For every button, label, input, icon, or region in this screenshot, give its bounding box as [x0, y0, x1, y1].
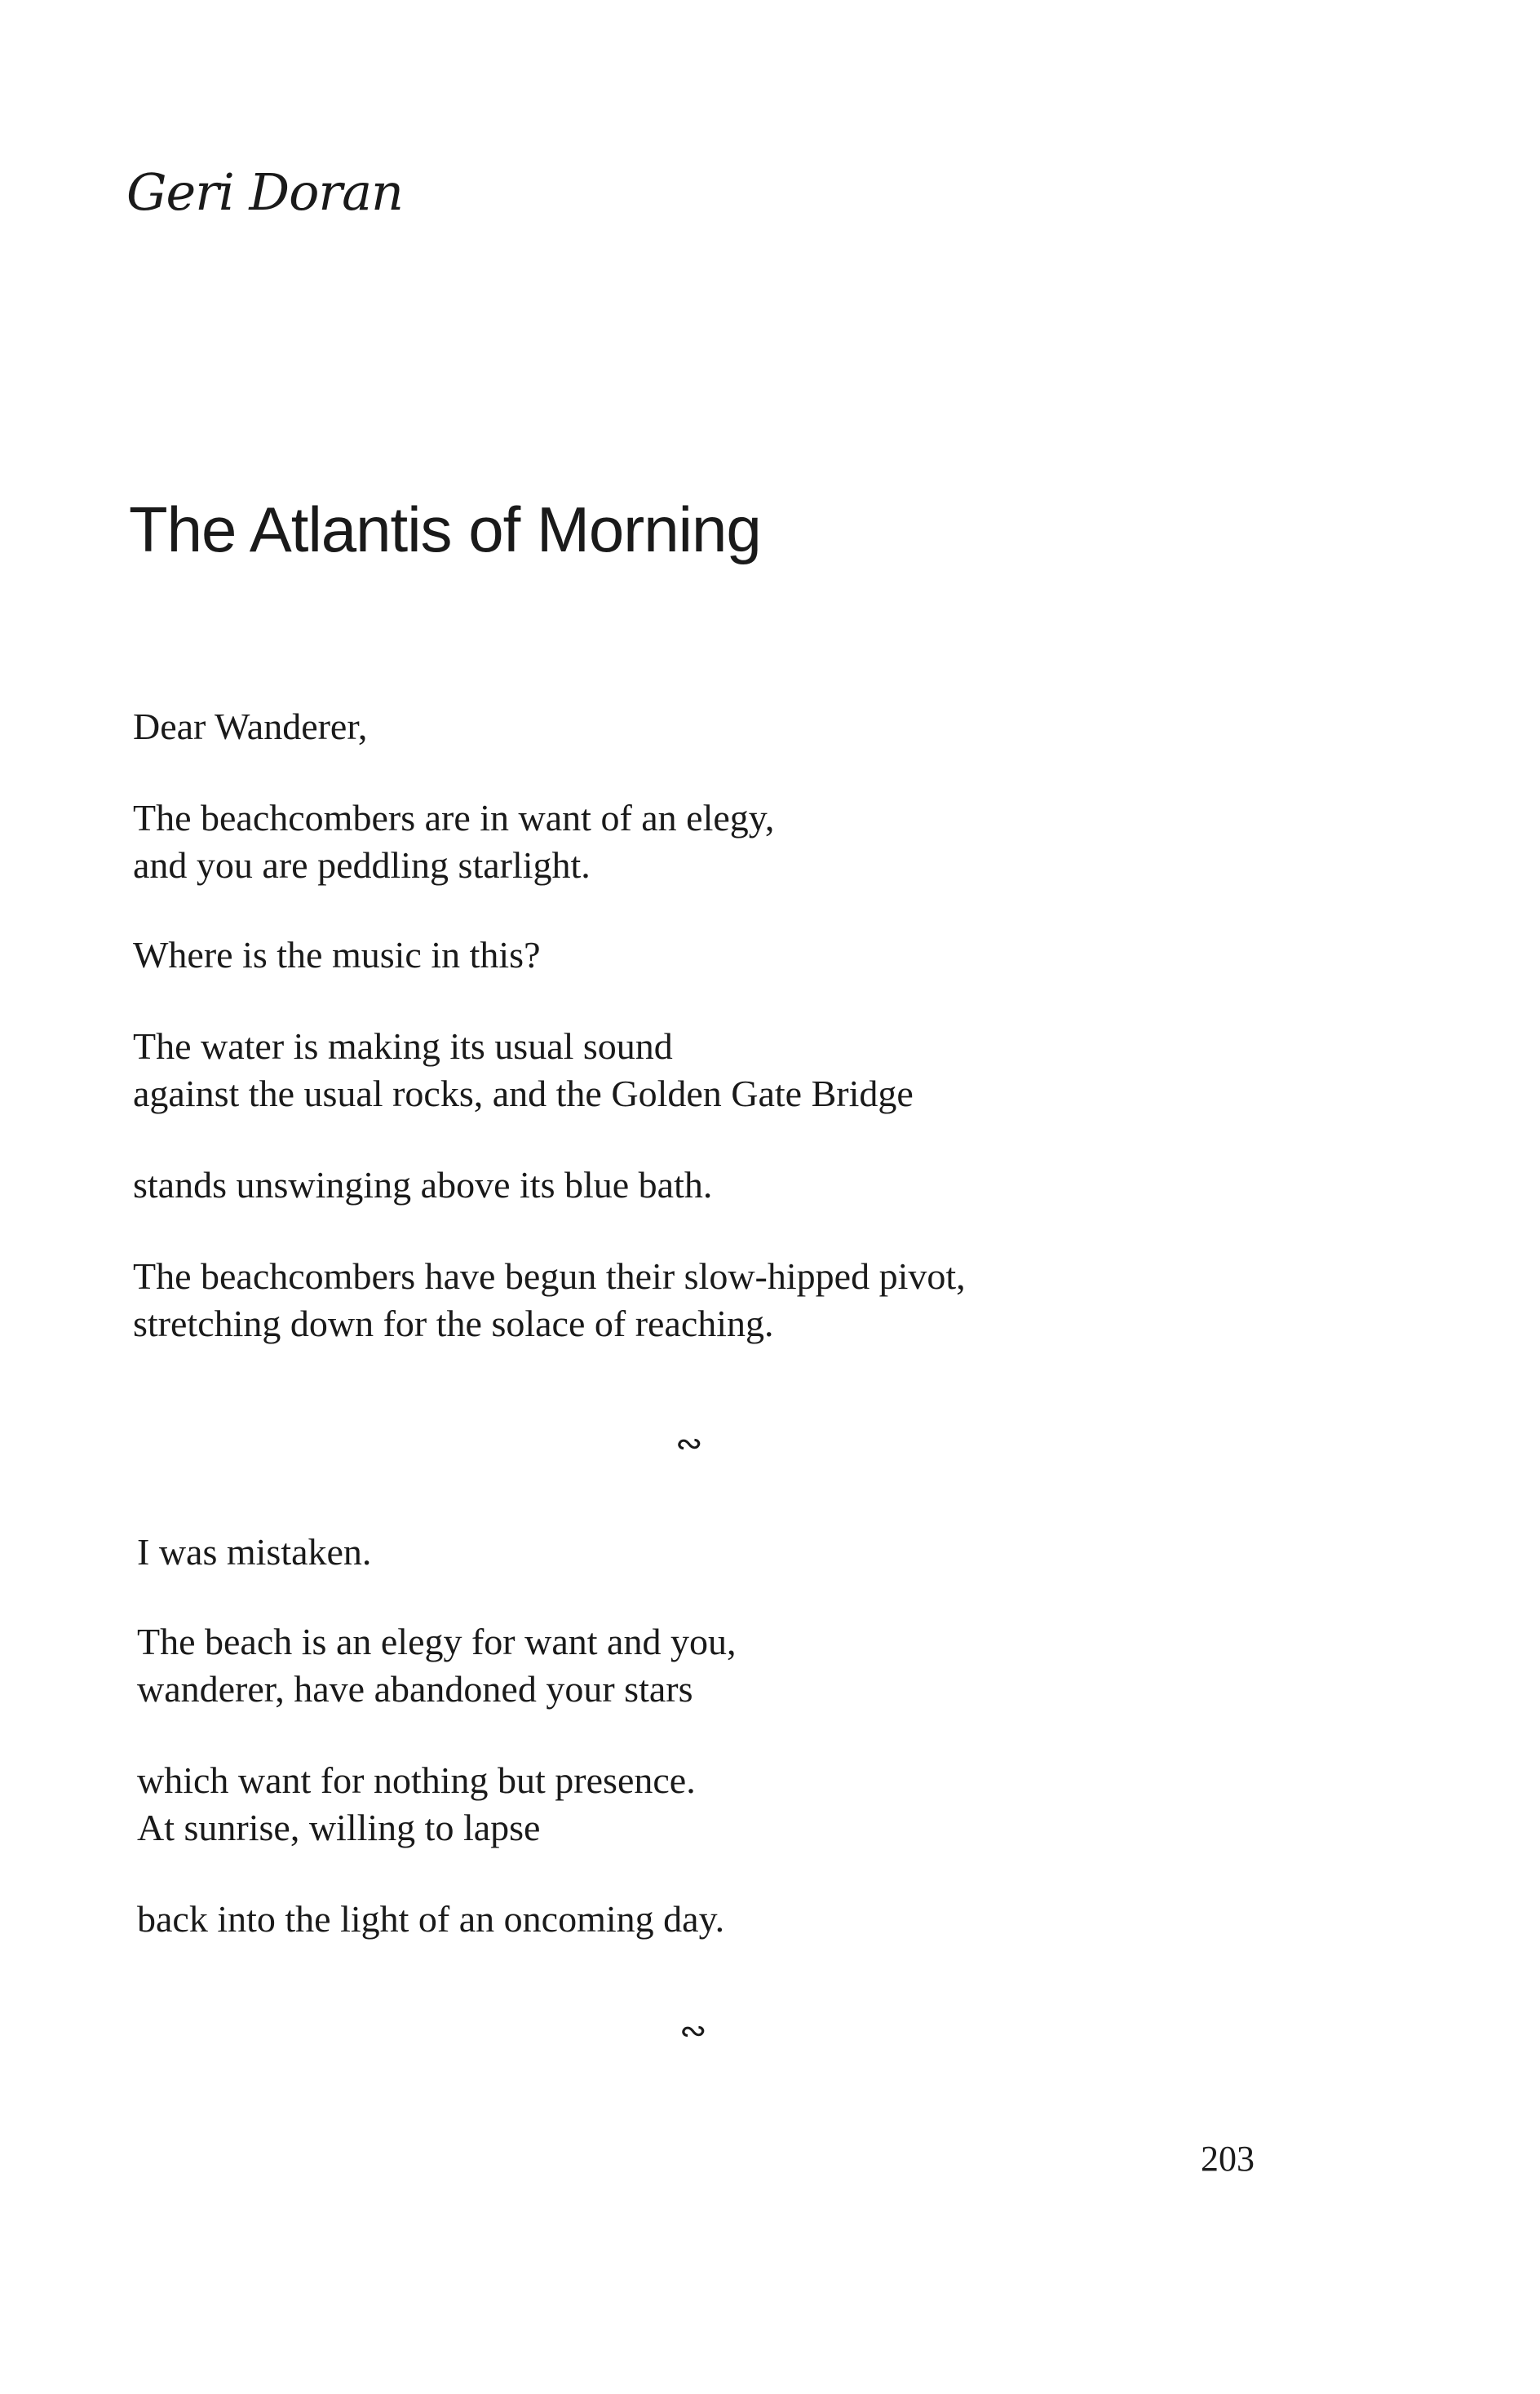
poem-line: The beachcombers have begun their slow-hipped pivot, — [133, 1255, 966, 1297]
poem-line: The beachcombers are in want of an elegy, — [133, 797, 775, 839]
poem-line: wanderer, have abandoned your stars — [137, 1668, 693, 1710]
poem-line: I was mistaken. — [137, 1531, 372, 1573]
author-name: Geri Doran — [126, 162, 403, 222]
section-break-ornament: ∾ — [679, 2012, 707, 2050]
poem-line: Where is the music in this? — [133, 934, 541, 976]
poem-line: The water is making its usual sound — [133, 1025, 673, 1067]
page-number: 203 — [1201, 2139, 1255, 2179]
poem-line: which want for nothing but presence. — [137, 1759, 696, 1801]
poem-title: The Atlantis of Morning — [129, 493, 761, 565]
poem-line: back into the light of an oncoming day. — [137, 1898, 725, 1940]
poem-line: At sunrise, willing to lapse — [137, 1807, 541, 1848]
poem-line: The beach is an elegy for want and you, — [137, 1621, 737, 1662]
poem-line: against the usual rocks, and the Golden Gate Bridge — [133, 1073, 914, 1114]
section-break-ornament: ∾ — [675, 1425, 703, 1463]
poem-line: stands unswinging above its blue bath. — [133, 1164, 713, 1206]
poem-line: stretching down for the solace of reaching. — [133, 1303, 774, 1344]
poem-line: and you are peddling starlight. — [133, 844, 591, 886]
salutation: Dear Wanderer, — [133, 706, 368, 747]
